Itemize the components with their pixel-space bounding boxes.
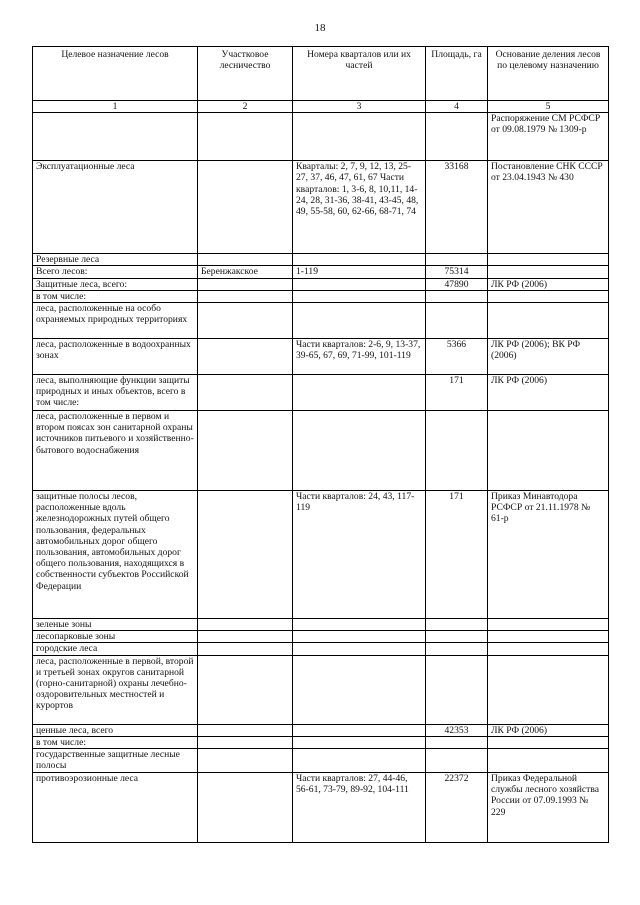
cell-basis: Приказ Минавтодора РСФСР от 21.11.1978 № 61-р [488, 491, 609, 619]
cell-quarters [293, 643, 426, 655]
table-row [33, 643, 609, 655]
cell-basis: ЛК РФ (2006) [488, 278, 609, 290]
cell-purpose: Резервные леса [33, 254, 198, 266]
cell-area [426, 113, 488, 161]
cell-basis: ЛК РФ (2006); ВК РФ (2006) [488, 339, 609, 375]
cell-area: 47890 [426, 278, 488, 290]
cell-basis [488, 631, 609, 643]
header-row [33, 47, 609, 101]
forest-purpose-table [32, 46, 609, 843]
cell-district [198, 749, 293, 773]
cell-basis: ЛК РФ (2006) [488, 375, 609, 411]
cell-purpose: лесопарковые зоны [33, 631, 198, 643]
table-row [33, 491, 609, 619]
column-number: 4 [426, 101, 488, 113]
column-number: 2 [198, 101, 293, 113]
cell-district [198, 339, 293, 375]
cell-quarters: 1-119 [293, 266, 426, 278]
header-purpose: Целевое назначение лесов [33, 47, 198, 101]
cell-quarters [293, 113, 426, 161]
cell-purpose: леса, расположенные на особо охраняемых природных территориях [33, 303, 198, 339]
table-body [33, 113, 609, 843]
header-area: Площадь, га [426, 47, 488, 101]
cell-quarters [293, 749, 426, 773]
cell-area [426, 303, 488, 339]
cell-district [198, 303, 293, 339]
table-row [33, 266, 609, 278]
cell-purpose: в том числе: [33, 736, 198, 748]
cell-district [198, 375, 293, 411]
cell-area [426, 736, 488, 748]
cell-quarters: Кварталы: 2, 7, 9, 12, 13, 25-27, 37, 46, 47, 61, 67 Части кварталов: 1, 3-6, 8, 10,11, 14-24, 28, 31-36, 38-41, 43-45, 48, 49, 55-58, 60, 62-66, 68-71, 74 [293, 161, 426, 254]
cell-area [426, 619, 488, 631]
cell-basis [488, 643, 609, 655]
cell-basis [488, 749, 609, 773]
table-row [33, 254, 609, 266]
cell-area [426, 631, 488, 643]
cell-basis [488, 303, 609, 339]
cell-basis: Распоряжение СМ РСФСР от 09.08.1979 № 1309-р [488, 113, 609, 161]
table-row [33, 375, 609, 411]
table-row [33, 113, 609, 161]
cell-district [198, 254, 293, 266]
cell-quarters [293, 411, 426, 491]
cell-district [198, 643, 293, 655]
cell-area: 33168 [426, 161, 488, 254]
cell-district [198, 113, 293, 161]
cell-basis: Постановление СНК СССР от 23.04.1943 № 430 [488, 161, 609, 254]
cell-purpose: леса, расположенные в первом и втором поясах зон санитарной охраны источников питьевого и хозяйственно-бытового водоснабжения [33, 411, 198, 491]
cell-quarters [293, 655, 426, 724]
cell-area [426, 411, 488, 491]
cell-area: 75314 [426, 266, 488, 278]
table-row [33, 631, 609, 643]
cell-basis [488, 254, 609, 266]
cell-area: 171 [426, 491, 488, 619]
cell-quarters [293, 631, 426, 643]
cell-basis [488, 655, 609, 724]
table-row [33, 655, 609, 724]
column-number: 1 [33, 101, 198, 113]
cell-quarters: Части кварталов: 2-6, 9, 13-37, 39-65, 67, 69, 71-99, 101-119 [293, 339, 426, 375]
cell-district [198, 655, 293, 724]
cell-purpose: защитные полосы лесов, расположенные вдоль железнодорожных путей общего пользования, федеральных автомобильных дорог общего пользования, автомобильных дорог общего пользования, находящихся в собственности субъектов Российской Федерации [33, 491, 198, 619]
cell-purpose: леса, выполняющие функции защиты природных и иных объектов, всего в том числе: [33, 375, 198, 411]
table-row [33, 303, 609, 339]
cell-district [198, 724, 293, 736]
cell-quarters: Части кварталов: 24, 43, 117-119 [293, 491, 426, 619]
cell-quarters: Части кварталов: 27, 44-46, 56-61, 73-79, 89-92, 104-111 [293, 773, 426, 843]
column-number-row [33, 101, 609, 113]
table-row [33, 290, 609, 302]
cell-basis: ЛК РФ (2006) [488, 724, 609, 736]
cell-purpose: зеленые зоны [33, 619, 198, 631]
cell-purpose: городские леса [33, 643, 198, 655]
cell-quarters [293, 619, 426, 631]
column-number: 3 [293, 101, 426, 113]
column-number: 5 [488, 101, 609, 113]
cell-purpose: Всего лесов: [33, 266, 198, 278]
cell-purpose: Эксплуатационные леса [33, 161, 198, 254]
cell-area [426, 254, 488, 266]
table-row [33, 773, 609, 843]
cell-purpose: в том числе: [33, 290, 198, 302]
table-row [33, 278, 609, 290]
table-row [33, 749, 609, 773]
cell-district [198, 411, 293, 491]
cell-quarters [293, 303, 426, 339]
cell-basis: Приказ Федеральной службы лесного хозяйства России от 07.09.1993 № 229 [488, 773, 609, 843]
cell-area [426, 655, 488, 724]
cell-district [198, 619, 293, 631]
header-basis: Основание деления лесов по целевому назначению [488, 47, 609, 101]
table-row [33, 724, 609, 736]
cell-basis [488, 619, 609, 631]
cell-district [198, 773, 293, 843]
cell-district [198, 491, 293, 619]
cell-quarters [293, 736, 426, 748]
cell-quarters [293, 724, 426, 736]
cell-quarters [293, 375, 426, 411]
table-row [33, 161, 609, 254]
cell-purpose: леса, расположенные в первой, второй и третьей зонах округов санитарной (горно-санитарной) охраны лечебно-оздоровительных местностей и курортов [33, 655, 198, 724]
table-row [33, 411, 609, 491]
cell-purpose: ценные леса, всего [33, 724, 198, 736]
cell-district [198, 631, 293, 643]
cell-area: 171 [426, 375, 488, 411]
cell-district [198, 161, 293, 254]
cell-quarters [293, 278, 426, 290]
cell-basis [488, 290, 609, 302]
cell-area: 5366 [426, 339, 488, 375]
cell-district [198, 736, 293, 748]
cell-purpose: Защитные леса, всего: [33, 278, 198, 290]
cell-purpose: государственные защитные лесные полосы [33, 749, 198, 773]
cell-basis [488, 266, 609, 278]
cell-basis [488, 411, 609, 491]
table-row [33, 339, 609, 375]
cell-quarters [293, 290, 426, 302]
cell-basis [488, 736, 609, 748]
header-quarters: Номера кварталов или их частей [293, 47, 426, 101]
cell-quarters [293, 254, 426, 266]
table-row [33, 619, 609, 631]
cell-purpose [33, 113, 198, 161]
table-row [33, 736, 609, 748]
cell-area: 42353 [426, 724, 488, 736]
cell-area [426, 290, 488, 302]
cell-area: 22372 [426, 773, 488, 843]
cell-district [198, 290, 293, 302]
cell-area [426, 749, 488, 773]
cell-purpose: леса, расположенные в водоохранных зонах [33, 339, 198, 375]
cell-purpose: противоэрозионные леса [33, 773, 198, 843]
cell-district: Беренжакское [198, 266, 293, 278]
cell-district [198, 278, 293, 290]
cell-area [426, 643, 488, 655]
header-district: Участковое лесничество [198, 47, 293, 101]
page-number: 18 [314, 22, 326, 34]
